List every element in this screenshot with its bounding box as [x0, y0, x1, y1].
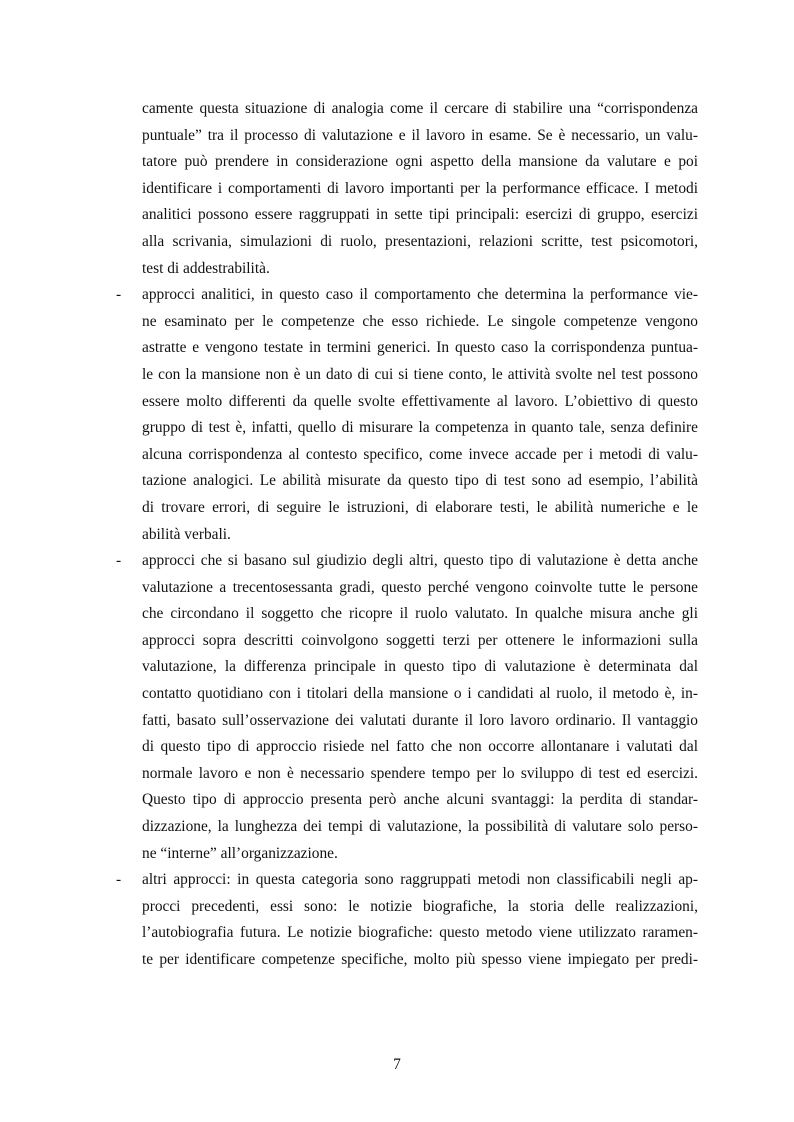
text-line [142, 525, 698, 552]
line-text: alla scrivania, simulazioni di ruolo, presentazioni, relazioni scritte, test psicomotori, [142, 232, 698, 250]
line-text: di trovare errori, di seguire le istruzioni, di elaborare testi, le abilità numeriche e le [142, 498, 698, 516]
line-text: ne esaminato per le competenze che esso richiede. Le singole competenze vengono [142, 312, 698, 330]
list-bullet: - [116, 871, 122, 889]
line-text: te per identificare competenze specifiche, molto più spesso viene impiegato per predi- [142, 951, 698, 968]
text-line [142, 817, 698, 844]
line-text: l’autobiografia futura. Le notizie biografiche: questo metodo viene utilizzato raramen- [142, 924, 698, 942]
text-line [142, 844, 698, 871]
line-text: camente questa situazione di analogia come il cercare di stabilire una “corrispondenza [142, 100, 698, 117]
line-text: di questo tipo di approccio risiede nel fatto che non occorre allontanare i valutati dal [142, 738, 698, 756]
text-line [142, 737, 698, 764]
line-text: valutazione, la differenza principale in questo tipo di valutazione è determinata dal [142, 658, 698, 676]
line-text: puntuale” tra il processo di valutazione e il lavoro in esame. Se è necessario, un valu- [142, 126, 698, 144]
line-text: analitici possono essere raggruppati in sette tipi principali: esercizi di gruppo, esercizi [142, 206, 698, 224]
text-line [142, 99, 698, 126]
line-text: ne “interne” all’organizzazione. [142, 844, 338, 862]
line-text: tatore può prendere in considerazione ogni aspetto della mansione da valutare e poi [142, 153, 698, 171]
text-line [142, 950, 698, 977]
line-text: valutazione a trecentosessanta gradi, questo perché vengono coinvolte tutte le persone [142, 578, 698, 596]
text-line [142, 604, 698, 631]
text-line [142, 711, 698, 738]
line-text: approcci che si basano sul giudizio degli altri, questo tipo di valutazione è detta anche [142, 552, 698, 570]
text-line [142, 126, 698, 153]
body-text [116, 99, 698, 977]
line-text: alcuna corrispondenza al contesto specifico, come invece accade per i metodi di valu- [142, 445, 698, 463]
text-line [142, 338, 698, 365]
text-line [142, 897, 698, 924]
line-text: altri approcci: in questa categoria sono raggruppati metodi non classificabili negli ap- [142, 871, 698, 889]
line-text: normale lavoro e non è necessario spendere tempo per lo sviluppo di test ed esercizi. [142, 764, 698, 782]
text-line [142, 179, 698, 206]
line-text: identificare i comportamenti di lavoro importanti per la performance efficace. I metodi [142, 179, 698, 197]
text-line [142, 578, 698, 605]
line-text: gruppo di test è, infatti, quello di misurare la competenza in quanto tale, senza definire [142, 419, 698, 437]
text-line [142, 232, 698, 259]
text-line [142, 392, 698, 419]
text-line [142, 764, 698, 791]
line-text: test di addestrabilità. [142, 259, 270, 277]
text-line [142, 205, 698, 232]
text-line [142, 365, 698, 392]
text-line [142, 631, 698, 658]
text-line [116, 285, 698, 312]
line-text: astratte e vengono testate in termini generici. In questo caso la corrispondenza puntua- [142, 339, 698, 357]
line-text: approcci analitici, in questo caso il comportamento che determina la performance vie- [142, 286, 698, 304]
text-line [142, 471, 698, 498]
text-line [116, 870, 698, 897]
line-text: abilità verbali. [142, 525, 231, 543]
text-line [142, 498, 698, 525]
line-text: contatto quotidiano con i titolari della mansione o i candidati al ruolo, il metodo è, in- [142, 685, 698, 703]
text-line [142, 312, 698, 339]
text-line [142, 657, 698, 684]
line-text: essere molto differenti da quelle svolte effettivamente al lavoro. L’obiettivo di questo [142, 392, 698, 410]
line-text: procci precedenti, essi sono: le notizie biografiche, la storia delle realizzazioni, [142, 897, 698, 915]
text-line [142, 259, 698, 286]
line-text: Questo tipo di approccio presenta però anche alcuni svantaggi: la perdita di standar- [142, 791, 698, 809]
text-line [142, 445, 698, 472]
text-line [142, 923, 698, 950]
list-bullet: - [116, 552, 122, 570]
list-bullet: - [116, 286, 122, 304]
line-text: tazione analogici. Le abilità misurate da questo tipo di test sono ad esempio, l’abilità [142, 472, 698, 490]
line-text: le con la mansione non è un dato di cui si tiene conto, le attività svolte nel test possono [142, 365, 698, 383]
line-text: che circondano il soggetto che ricopre il ruolo valutato. In qualche misura anche gli [142, 605, 698, 623]
text-line [142, 684, 698, 711]
text-line [142, 152, 698, 179]
text-line [116, 551, 698, 578]
line-text: fatti, basato sull’osservazione dei valutati durante il loro lavoro ordinario. Il vantaggio [142, 711, 698, 729]
text-line [142, 790, 698, 817]
page-number: 7 [393, 1056, 401, 1073]
line-text: dizzazione, la lunghezza dei tempi di valutazione, la possibilità di valutare solo perso- [142, 818, 698, 836]
text-line [142, 418, 698, 445]
line-text: approcci sopra descritti coinvolgono soggetti terzi per ottenere le informazioni sulla [142, 631, 698, 649]
